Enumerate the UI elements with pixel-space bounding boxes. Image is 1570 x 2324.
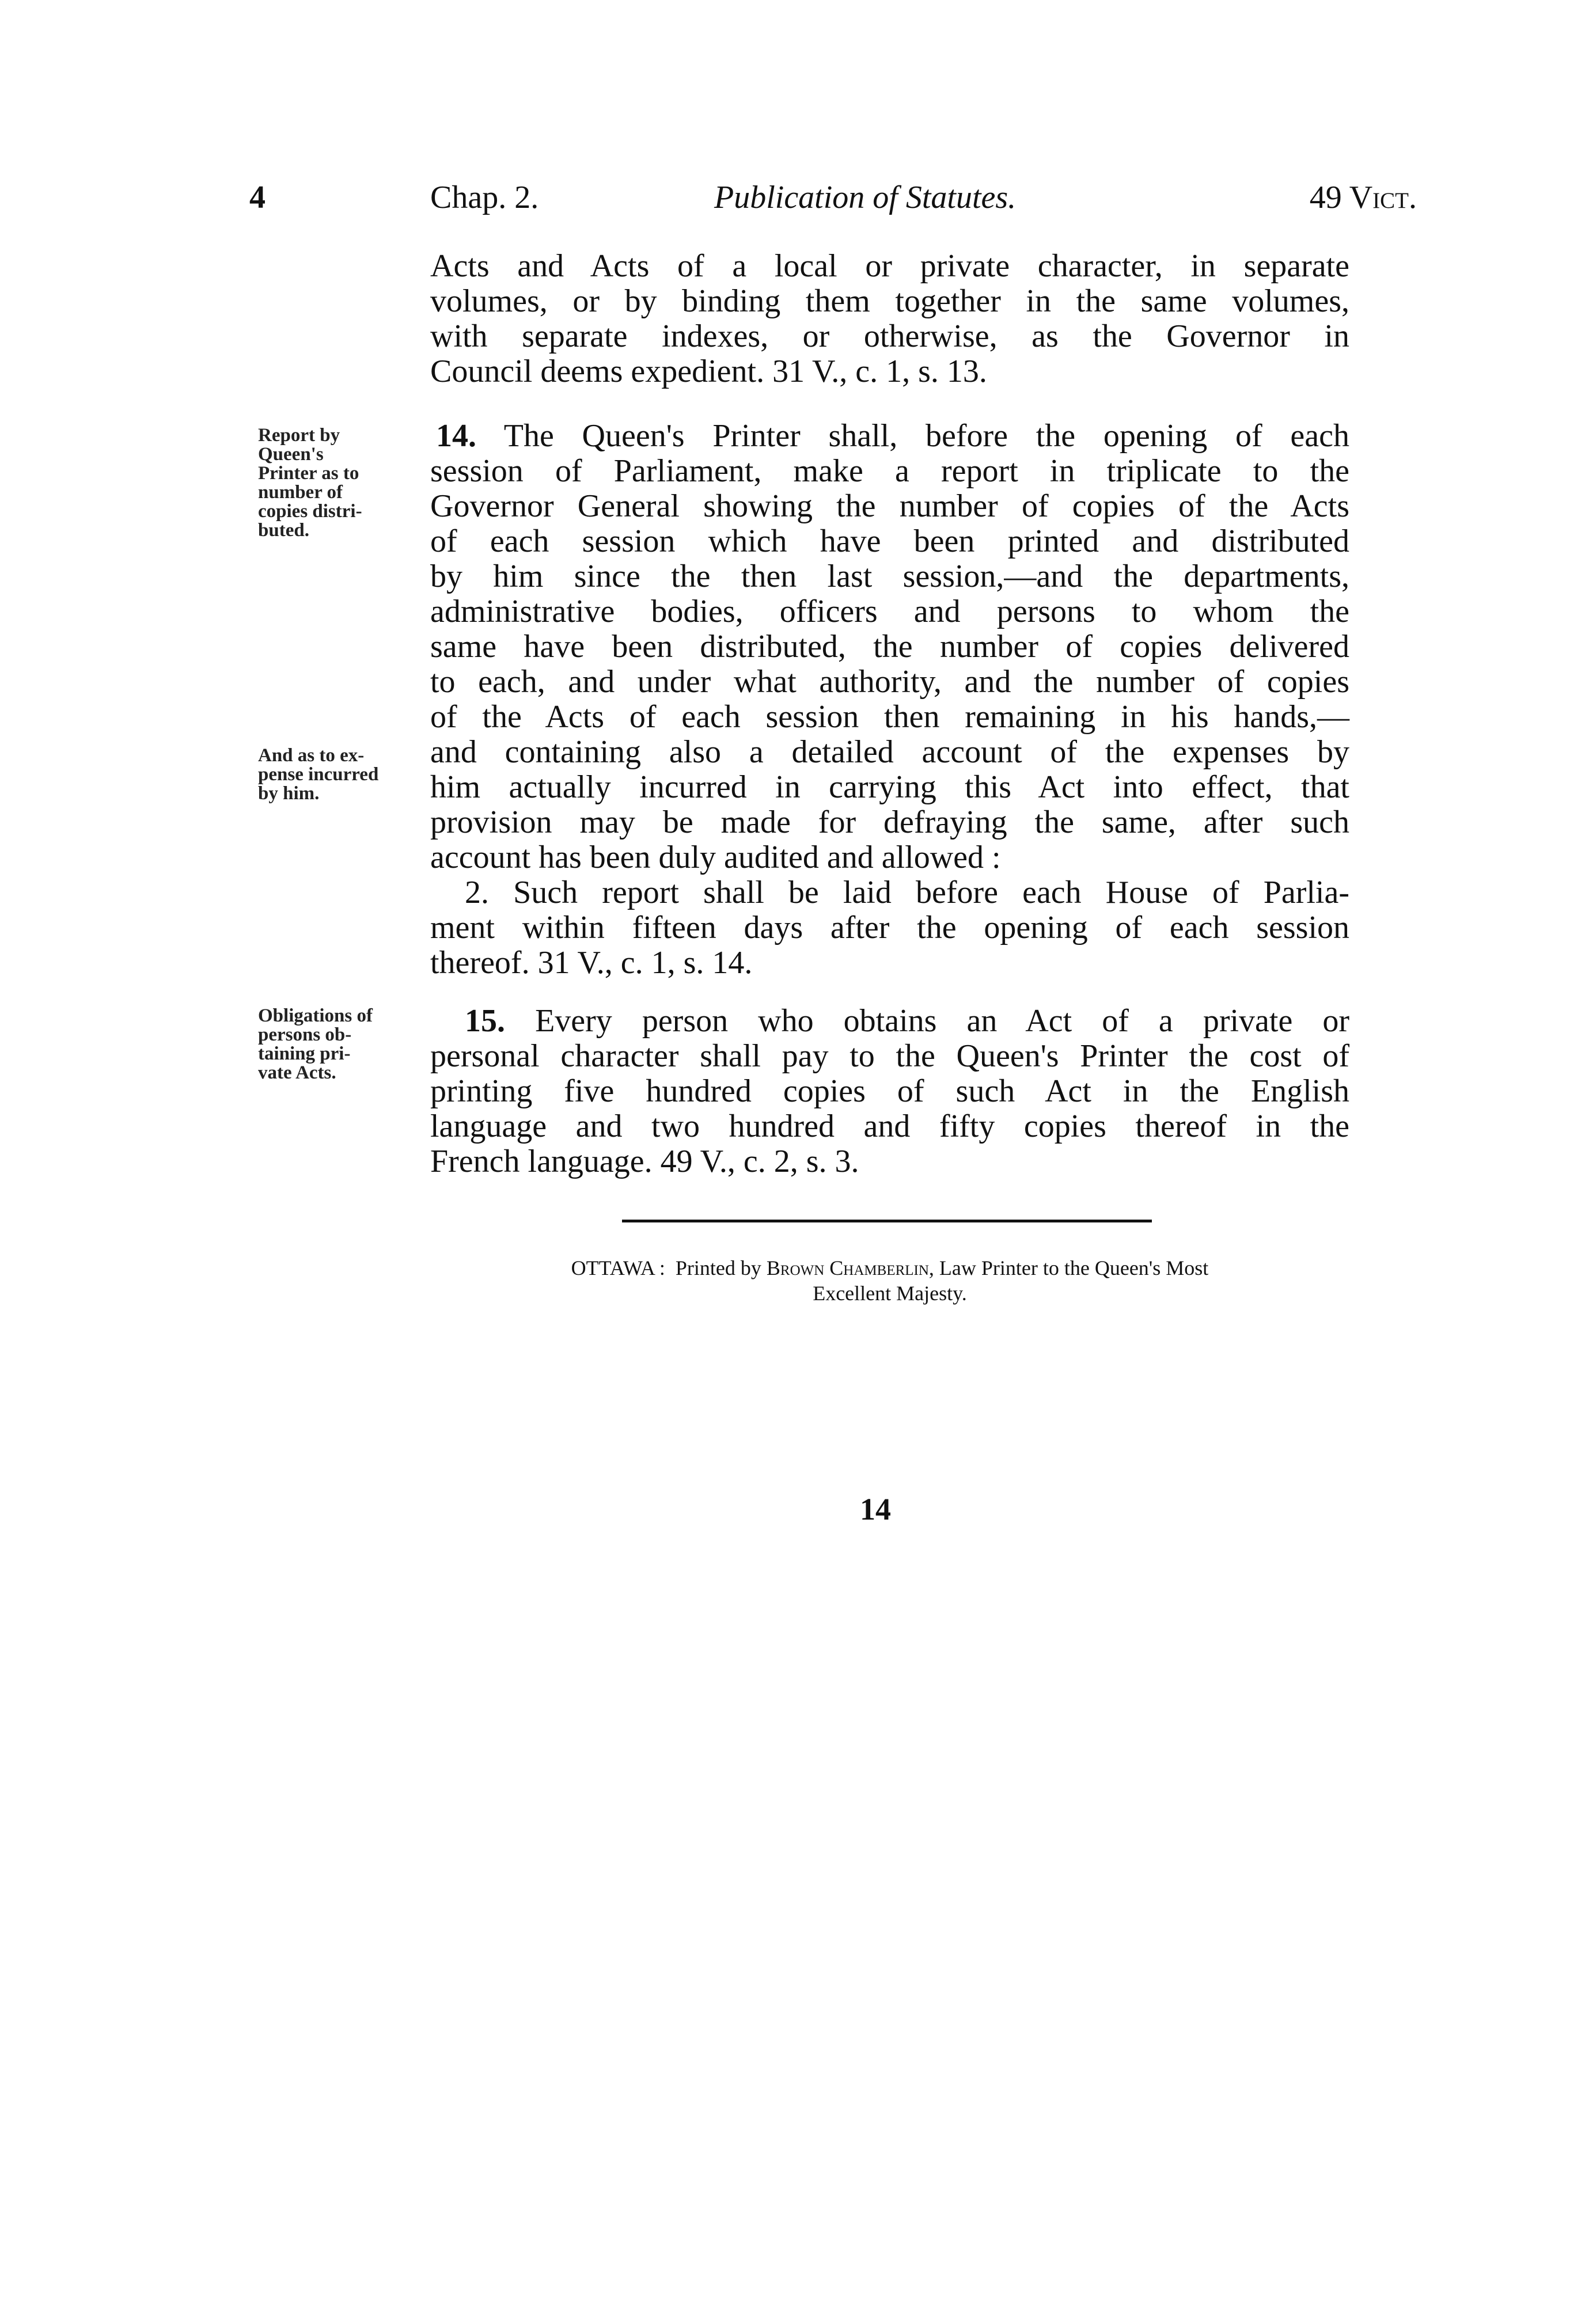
text-line: same have been distributed, the number of copies delivered — [430, 629, 1349, 664]
text-line: him actually incurred in carrying this Act into effect, that — [430, 769, 1349, 805]
margin-note-report — [258, 426, 425, 540]
margin-note-line: copies distri- — [258, 501, 362, 522]
text-line: printing five hundred copies of such Act in the English — [430, 1073, 1349, 1109]
chapter-label: Chap. 2. — [430, 180, 539, 215]
section-15 — [430, 1004, 1349, 1179]
margin-note-line: Obligations of — [258, 1005, 373, 1026]
margin-note-line: Report by — [258, 425, 340, 446]
text-line: to each, and under what authority, and the number of copies — [430, 664, 1349, 700]
imprint-rest: , Law Printer to the Queen's Most — [928, 1256, 1209, 1279]
printer-imprint — [430, 1255, 1349, 1306]
imprint-line-1 — [430, 1255, 1349, 1281]
imprint-printed-by: Printed by — [675, 1256, 761, 1279]
text-line: French language. 49 V., c. 2, s. 3. — [430, 1144, 859, 1179]
regnal-year: 49 Vict. — [1309, 180, 1417, 215]
margin-note-line: by him. — [258, 783, 320, 804]
section-first-line: The Queen's Printer shall, before the opening of each — [503, 418, 1349, 454]
margin-note-obligations — [258, 1007, 425, 1083]
margin-note-line: Printer as to — [258, 463, 359, 484]
imprint-line-2: Excellent Majesty. — [813, 1282, 967, 1305]
margin-note-line: number of — [258, 482, 343, 503]
text-line: of each session which have been printed and distributed — [430, 523, 1349, 559]
section-14 — [430, 419, 1349, 981]
text-line: ment within fifteen days after the opening of each session — [430, 910, 1349, 945]
margin-note-line: Queen's — [258, 444, 324, 465]
text-line — [430, 1004, 1349, 1039]
text-line: by him since the then last session,—and the departments, — [430, 559, 1349, 594]
divider-rule — [622, 1220, 1152, 1222]
text-line: Governor General showing the number of copies of the Acts — [430, 488, 1349, 524]
running-title: Publication of Statutes. — [714, 180, 1017, 215]
text-line: volumes, or by binding them together in the same volumes, — [430, 283, 1349, 319]
text-line: provision may be made for defraying the same, after such — [430, 804, 1349, 840]
text-line — [430, 419, 1349, 454]
text-line: personal character shall pay to the Queen's Printer the cost of — [430, 1038, 1349, 1074]
section-number: 14. — [436, 418, 476, 454]
margin-note-expense — [258, 746, 425, 803]
text-line: account has been duly audited and allowed : — [430, 840, 1001, 875]
text-line: session of Parliament, make a report in triplicate to the — [430, 453, 1349, 489]
sheet-number: 14 — [860, 1492, 891, 1526]
margin-note-line: And as to ex- — [258, 745, 365, 766]
section-number: 15. — [465, 1003, 505, 1039]
imprint-place: OTTAWA : — [571, 1256, 665, 1279]
text-line: language and two hundred and fifty copies thereof in the — [430, 1108, 1349, 1144]
text-line: and containing also a detailed account of the expenses by — [430, 734, 1349, 770]
text-line: thereof. 31 V., c. 1, s. 14. — [430, 945, 753, 981]
page-number: 4 — [249, 180, 266, 215]
margin-note-line: buted. — [258, 520, 309, 541]
section-first-line: Every person who obtains an Act of a private or — [535, 1003, 1350, 1039]
margin-note-line: pense incurred — [258, 764, 379, 785]
continuation-paragraph — [430, 249, 1349, 389]
text-line: 2. Such report shall be laid before each House of Parlia- — [465, 875, 1349, 910]
margin-note-line: vate Acts. — [258, 1062, 336, 1083]
text-line: Acts and Acts of a local or private character, in separate — [430, 248, 1349, 284]
text-line: with separate indexes, or otherwise, as the Governor in — [430, 318, 1349, 354]
margin-note-line: persons ob- — [258, 1024, 352, 1045]
text-line: of the Acts of each session then remaining in his hands,— — [430, 699, 1349, 735]
imprint-printer-name: Brown Chamberlin — [766, 1256, 929, 1279]
margin-note-line: taining pri- — [258, 1043, 351, 1064]
text-line: Council deems expedient. 31 V., c. 1, s. 13. — [430, 354, 987, 389]
text-line: administrative bodies, officers and persons to whom the — [430, 594, 1349, 629]
